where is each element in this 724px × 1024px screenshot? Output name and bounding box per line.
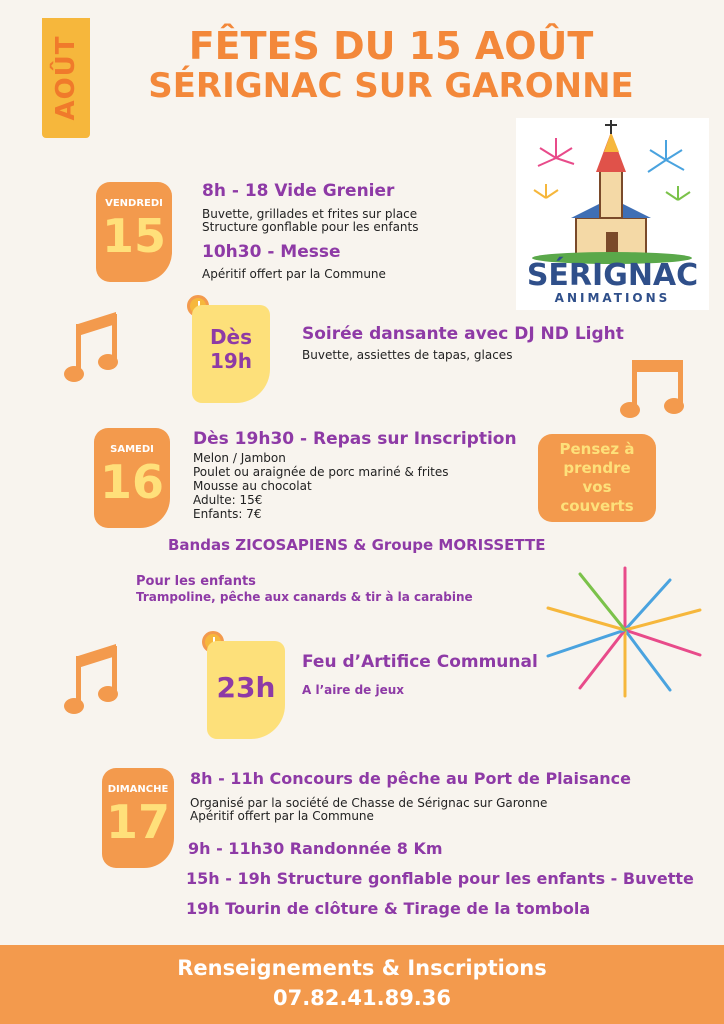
day-badge-saturday <box>94 428 170 528</box>
day-number: 16 <box>99 455 164 509</box>
footer-banner <box>0 945 724 1024</box>
day-number: 15 <box>101 209 166 263</box>
time-badge-line2: 19h <box>209 349 253 373</box>
reminder-line: prendre <box>563 459 631 477</box>
event-title: Feu d’Artifice Communal <box>302 652 538 672</box>
event-title: 19h Tourin de clôture & Tirage de la tombola <box>186 899 591 918</box>
menu-item: Poulet ou araignée de porc mariné & frites <box>193 465 449 479</box>
kids-detail: Trampoline, pêche aux canards & tir à la carabine <box>136 590 473 604</box>
bandas-title: Bandas ZICOSAPIENS & Groupe MORISSETTE <box>168 536 546 554</box>
reminder-line: Pensez à <box>559 440 635 458</box>
page-title-line1: FÊTES DU 15 AOÛT <box>188 24 594 68</box>
menu-item: Enfants: 7€ <box>193 507 262 521</box>
time-badge <box>192 305 270 403</box>
menu-item: Mousse au chocolat <box>193 479 312 493</box>
event-title: 10h30 - Messe <box>202 242 341 262</box>
event-title: Dès 19h30 - Repas sur Inscription <box>193 429 517 449</box>
footer-title: Renseignements & Inscriptions <box>177 956 547 980</box>
time-badge-line1: 23h <box>216 671 276 704</box>
menu-item: Melon / Jambon <box>193 451 286 465</box>
time-badge-line1: Dès <box>209 325 253 349</box>
event-title: 8h - 11h Concours de pêche au Port de Plaisance <box>190 769 631 788</box>
event-detail: Apéritif offert par la Commune <box>202 267 386 281</box>
music-note-icon <box>620 352 684 422</box>
page-title-line2: SÉRIGNAC SUR GARONNE <box>148 66 634 106</box>
event-detail: Buvette, assiettes de tapas, glaces <box>302 348 513 362</box>
day-badge-sunday <box>102 768 174 868</box>
reminder-line: vos <box>582 478 612 496</box>
day-name: DIMANCHE <box>107 784 169 795</box>
event-title: 8h - 18 Vide Grenier <box>202 181 395 201</box>
month-tab-label: AOÛT <box>51 35 81 121</box>
reminder-note <box>538 434 656 522</box>
music-note-icon <box>62 308 122 388</box>
logo-name: SÉRIGNAC <box>526 258 699 293</box>
time-badge <box>207 641 285 739</box>
event-detail: Buvette, grillades et frites sur place <box>202 207 418 221</box>
kids-title: Pour les enfants <box>136 574 256 589</box>
fireworks-icon <box>540 560 710 700</box>
footer-phone: 07.82.41.89.36 <box>272 986 452 1010</box>
month-tab <box>42 18 90 138</box>
logo-sub: ANIMATIONS <box>554 291 671 305</box>
event-title: 9h - 11h30 Randonnée 8 Km <box>188 839 443 858</box>
day-number: 17 <box>105 795 170 849</box>
event-detail: A l’aire de jeux <box>302 683 405 697</box>
day-name: SAMEDI <box>110 444 154 455</box>
music-note-icon <box>62 640 122 720</box>
event-detail: Structure gonflable pour les enfants <box>202 220 419 234</box>
reminder-line: couverts <box>560 497 634 515</box>
menu-item: Adulte: 15€ <box>193 493 263 507</box>
event-detail: Organisé par la société de Chasse de Sérignac sur Garonne <box>190 796 548 810</box>
event-title: 15h - 19h Structure gonflable pour les enfants - Buvette <box>186 869 694 888</box>
day-badge-friday <box>96 182 172 282</box>
event-title: Soirée dansante avec DJ ND Light <box>302 324 624 344</box>
serignac-animations-logo <box>516 118 709 310</box>
event-detail: Apéritif offert par la Commune <box>190 809 374 823</box>
day-name: VENDREDI <box>105 198 163 209</box>
